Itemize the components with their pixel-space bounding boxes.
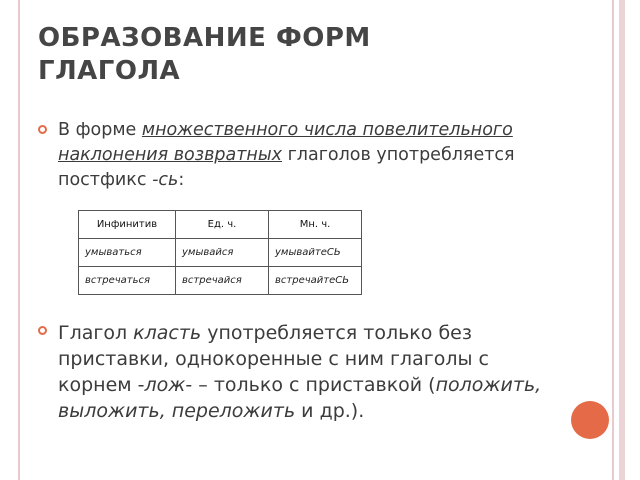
table-row <box>79 267 362 295</box>
table-header-plural: Мн. ч. <box>269 211 362 239</box>
title-line-2: ГЛАГОЛА <box>38 56 181 86</box>
table-cell: умывайтеСЬ <box>269 239 362 267</box>
paragraph1-text1: В форме <box>58 120 142 140</box>
table-cell: умывайся <box>176 239 269 267</box>
paragraph2-text2: употребляется только без приставки, однокоренные с ним глаголы с корнем - <box>58 322 489 396</box>
decorative-circle-icon <box>571 401 609 439</box>
paragraph1-text3: : <box>178 170 185 190</box>
verb-forms-table <box>78 210 362 295</box>
page-title <box>38 22 558 88</box>
left-border <box>18 0 20 480</box>
paragraph2-root: лож <box>144 374 186 396</box>
table-row <box>79 239 362 267</box>
paragraph2-text4: и др.). <box>295 400 365 422</box>
table-header-infinitive: Инфинитив <box>79 211 176 239</box>
table-cell: встречайся <box>176 267 269 295</box>
paragraph2-verb: класть <box>133 322 202 344</box>
table-cell: встречайтеСЬ <box>269 267 362 295</box>
table-cell: умываться <box>79 239 176 267</box>
bullet-circle-icon <box>38 326 47 335</box>
paragraph-imperative-plural <box>58 118 518 193</box>
table-cell: встречаться <box>79 267 176 295</box>
table-header-singular: Ед. ч. <box>176 211 269 239</box>
paragraph2-examples: положить, выложить, переложить <box>58 374 542 422</box>
paragraph1-text2: глаголов употребляется постфикс <box>58 145 515 190</box>
paragraph1-emphasis: множественного числа повелительного наклонения возвратных <box>58 120 513 165</box>
bullet-circle-icon <box>38 125 47 134</box>
paragraph2-text3: - – только с приставкой ( <box>185 374 436 396</box>
right-border-inner <box>619 0 625 480</box>
table-header-row <box>79 211 362 239</box>
paragraph-verb-klast <box>58 320 568 424</box>
paragraph2-text1: Глагол <box>58 322 134 344</box>
paragraph1-suffix: -сь <box>152 170 179 190</box>
right-border-outer <box>612 0 614 480</box>
title-line-1: ОБРАЗОВАНИЕ ФОРМ <box>38 23 371 53</box>
